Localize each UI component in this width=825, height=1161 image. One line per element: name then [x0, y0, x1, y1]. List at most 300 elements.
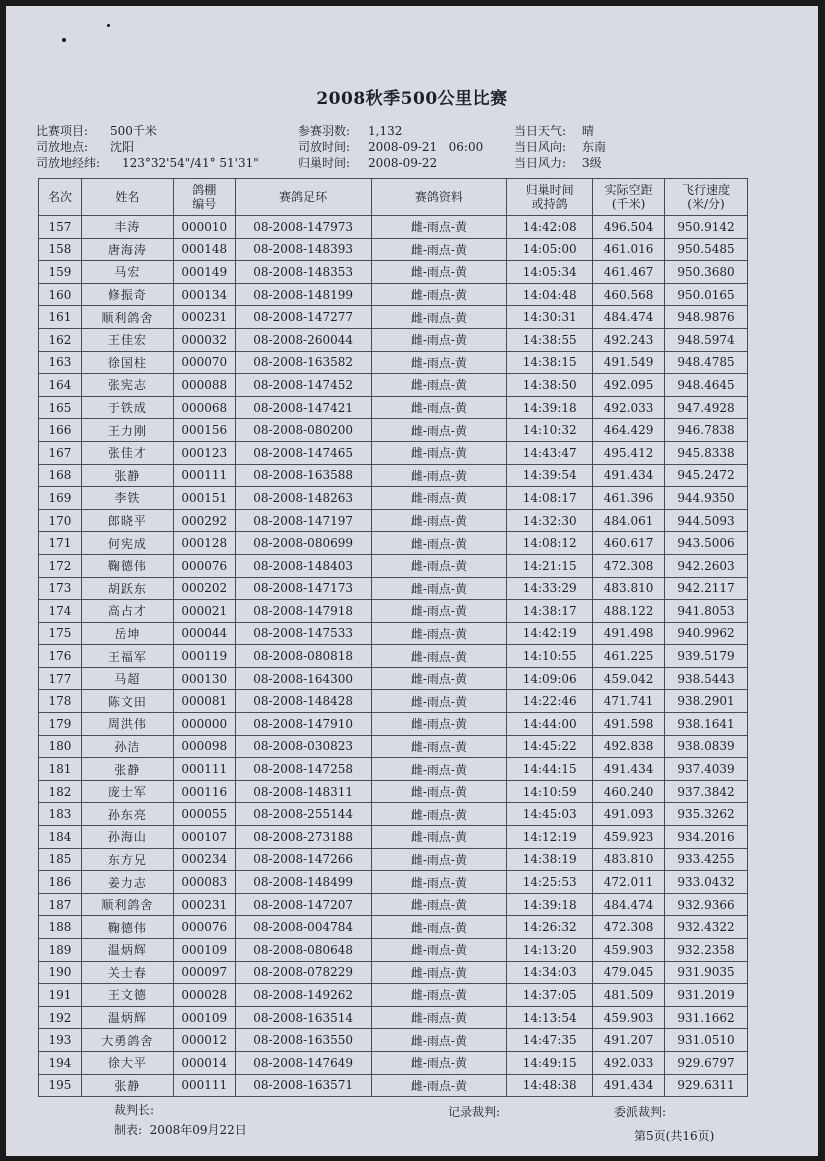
cell-loft: 000081: [173, 690, 235, 713]
cell-name: 岳坤: [81, 622, 173, 645]
cell-distance: 491.598: [593, 713, 665, 736]
cell-distance: 464.429: [593, 419, 665, 442]
cell-distance: 495.412: [593, 441, 665, 464]
cell-time: 14:34:03: [507, 961, 593, 984]
cell-info: 雌-雨点-黄: [371, 780, 507, 803]
table-row: [39, 645, 748, 668]
cell-rank: 167: [39, 441, 82, 464]
table-row: [39, 803, 748, 826]
cell-time: 14:10:59: [507, 780, 593, 803]
cell-info: 雌-雨点-黄: [371, 1051, 507, 1074]
cell-speed: 950.5485: [665, 238, 748, 261]
cell-distance: 472.308: [593, 916, 665, 939]
table-header-row: [39, 179, 748, 216]
cell-ring: 08-2008-078229: [235, 961, 371, 984]
cell-name: 马宏: [81, 261, 173, 284]
cell-time: 14:45:03: [507, 803, 593, 826]
cell-info: 雌-雨点-黄: [371, 306, 507, 329]
cell-ring: 08-2008-147197: [235, 509, 371, 532]
cell-time: 14:05:00: [507, 238, 593, 261]
cell-speed: 931.1662: [665, 1006, 748, 1029]
cell-rank: 164: [39, 374, 82, 397]
cell-distance: 479.045: [593, 961, 665, 984]
cell-speed: 934.2016: [665, 826, 748, 849]
cell-rank: 166: [39, 419, 82, 442]
cell-info: 雌-雨点-黄: [371, 939, 507, 962]
cell-ring: 08-2008-164300: [235, 667, 371, 690]
cell-info: 雌-雨点-黄: [371, 374, 507, 397]
cell-info: 雌-雨点-黄: [371, 464, 507, 487]
cell-name: 王福军: [81, 645, 173, 668]
cell-loft: 000111: [173, 464, 235, 487]
cell-name: 鞠德伟: [81, 916, 173, 939]
cell-time: 14:45:22: [507, 735, 593, 758]
table-row: [39, 893, 748, 916]
cell-rank: 176: [39, 645, 82, 668]
cell-time: 14:43:47: [507, 441, 593, 464]
cell-time: 14:21:15: [507, 554, 593, 577]
table-row: [39, 577, 748, 600]
cell-info: 雌-雨点-黄: [371, 826, 507, 849]
cell-time: 14:38:50: [507, 374, 593, 397]
table-row: [39, 509, 748, 532]
cell-rank: 160: [39, 283, 82, 306]
referee-label: 裁判长:: [114, 1103, 155, 1117]
cell-rank: 174: [39, 600, 82, 623]
cell-ring: 08-2008-163571: [235, 1074, 371, 1097]
table-row: [39, 261, 748, 284]
cell-ring: 08-2008-147918: [235, 600, 371, 623]
table-row: [39, 487, 748, 510]
table-row: [39, 758, 748, 781]
cell-distance: 481.509: [593, 984, 665, 1007]
cell-rank: 169: [39, 487, 82, 510]
cell-ring: 08-2008-255144: [235, 803, 371, 826]
table-row: [39, 283, 748, 306]
cell-loft: 000107: [173, 826, 235, 849]
cell-speed: 935.3262: [665, 803, 748, 826]
cell-distance: 459.903: [593, 939, 665, 962]
cell-name: 张静: [81, 464, 173, 487]
cell-rank: 158: [39, 238, 82, 261]
cell-name: 姜力志: [81, 871, 173, 894]
cell-time: 14:39:18: [507, 893, 593, 916]
cell-time: 14:08:12: [507, 532, 593, 555]
table-row: [39, 216, 748, 239]
cell-distance: 459.903: [593, 1006, 665, 1029]
cell-name: 修振奇: [81, 283, 173, 306]
cell-distance: 491.498: [593, 622, 665, 645]
cell-info: 雌-雨点-黄: [371, 328, 507, 351]
cell-ring: 08-2008-080699: [235, 532, 371, 555]
table-row: [39, 667, 748, 690]
cell-distance: 461.225: [593, 645, 665, 668]
col-ring-header: 赛鸽足环: [235, 179, 371, 216]
cell-speed: 931.9035: [665, 961, 748, 984]
cell-time: 14:44:00: [507, 713, 593, 736]
recorder-label: 记录裁判:: [448, 1105, 501, 1119]
cell-ring: 08-2008-147207: [235, 893, 371, 916]
cell-info: 雌-雨点-黄: [371, 577, 507, 600]
cell-speed: 945.8338: [665, 441, 748, 464]
cell-name: 东方兄: [81, 848, 173, 871]
cell-speed: 942.2603: [665, 554, 748, 577]
cell-distance: 459.042: [593, 667, 665, 690]
cell-info: 雌-雨点-黄: [371, 667, 507, 690]
cell-loft: 000076: [173, 554, 235, 577]
cell-loft: 000012: [173, 1029, 235, 1052]
cell-name: 于铁成: [81, 396, 173, 419]
cell-info: 雌-雨点-黄: [371, 509, 507, 532]
cell-name: 鞠德伟: [81, 554, 173, 577]
cell-distance: 460.240: [593, 780, 665, 803]
cell-ring: 08-2008-148199: [235, 283, 371, 306]
results-table: [38, 178, 748, 1097]
cell-speed: 943.5006: [665, 532, 748, 555]
table-row: [39, 690, 748, 713]
cell-distance: 492.838: [593, 735, 665, 758]
cell-distance: 491.434: [593, 464, 665, 487]
cell-info: 雌-雨点-黄: [371, 893, 507, 916]
cell-speed: 948.5974: [665, 328, 748, 351]
cell-loft: 000000: [173, 713, 235, 736]
cell-ring: 08-2008-163588: [235, 464, 371, 487]
cell-speed: 940.9962: [665, 622, 748, 645]
cell-rank: 171: [39, 532, 82, 555]
cell-speed: 938.2901: [665, 690, 748, 713]
page-title: 2008秋季500公里比赛: [316, 89, 508, 109]
cell-ring: 08-2008-080200: [235, 419, 371, 442]
meta-return-time: 归巢时间: 2008-09-22: [298, 156, 438, 170]
cell-distance: 484.061: [593, 509, 665, 532]
cell-loft: 000119: [173, 645, 235, 668]
cell-loft: 000010: [173, 216, 235, 239]
cell-distance: 491.207: [593, 1029, 665, 1052]
cell-rank: 193: [39, 1029, 82, 1052]
cell-rank: 184: [39, 826, 82, 849]
cell-speed: 948.4645: [665, 374, 748, 397]
cell-distance: 484.474: [593, 893, 665, 916]
cell-name: 陈文田: [81, 690, 173, 713]
cell-loft: 000231: [173, 306, 235, 329]
cell-info: 雌-雨点-黄: [371, 1006, 507, 1029]
cell-distance: 492.033: [593, 396, 665, 419]
dispatch-label: 委派裁判:: [614, 1105, 667, 1119]
cell-time: 14:13:54: [507, 1006, 593, 1029]
cell-name: 周洪伟: [81, 713, 173, 736]
cell-info: 雌-雨点-黄: [371, 1074, 507, 1097]
cell-info: 雌-雨点-黄: [371, 758, 507, 781]
table-row: [39, 554, 748, 577]
cell-ring: 08-2008-147452: [235, 374, 371, 397]
cell-time: 14:32:30: [507, 509, 593, 532]
cell-info: 雌-雨点-黄: [371, 261, 507, 284]
cell-rank: 189: [39, 939, 82, 962]
cell-rank: 175: [39, 622, 82, 645]
table-row: [39, 780, 748, 803]
meta-weather: 当日天气: 晴: [514, 124, 595, 138]
cell-time: 14:26:32: [507, 916, 593, 939]
cell-distance: 460.617: [593, 532, 665, 555]
cell-loft: 000151: [173, 487, 235, 510]
table-row: [39, 600, 748, 623]
speck: [62, 38, 66, 42]
table-row: [39, 1051, 748, 1074]
cell-info: 雌-雨点-黄: [371, 441, 507, 464]
cell-speed: 931.2019: [665, 984, 748, 1007]
table-row: [39, 916, 748, 939]
cell-rank: 178: [39, 690, 82, 713]
cell-time: 14:09:06: [507, 667, 593, 690]
cell-ring: 08-2008-148353: [235, 261, 371, 284]
cell-name: 庞士军: [81, 780, 173, 803]
cell-time: 14:33:29: [507, 577, 593, 600]
cell-loft: 000083: [173, 871, 235, 894]
cell-name: 郎晓平: [81, 509, 173, 532]
table-row: [39, 374, 748, 397]
cell-rank: 187: [39, 893, 82, 916]
cell-name: 高占才: [81, 600, 173, 623]
cell-time: 14:22:46: [507, 690, 593, 713]
cell-name: 马超: [81, 667, 173, 690]
cell-distance: 483.810: [593, 577, 665, 600]
cell-loft: 000231: [173, 893, 235, 916]
cell-speed: 938.0839: [665, 735, 748, 758]
table-row: [39, 848, 748, 871]
cell-distance: 459.923: [593, 826, 665, 849]
table-row: [39, 1029, 748, 1052]
cell-time: 14:10:32: [507, 419, 593, 442]
cell-rank: 185: [39, 848, 82, 871]
cell-ring: 08-2008-147421: [235, 396, 371, 419]
page-number: 第5页(共16页): [634, 1129, 715, 1143]
cell-ring: 08-2008-147973: [235, 216, 371, 239]
col-loft-header: 鸽棚 编号: [173, 179, 235, 216]
cell-speed: 950.3680: [665, 261, 748, 284]
cell-time: 14:13:20: [507, 939, 593, 962]
cell-distance: 461.016: [593, 238, 665, 261]
cell-name: 王文德: [81, 984, 173, 1007]
cell-rank: 195: [39, 1074, 82, 1097]
cell-loft: 000044: [173, 622, 235, 645]
cell-speed: 948.4785: [665, 351, 748, 374]
cell-name: 张佳才: [81, 441, 173, 464]
cell-name: 温炳辉: [81, 1006, 173, 1029]
cell-distance: 461.396: [593, 487, 665, 510]
cell-name: 张静: [81, 758, 173, 781]
cell-time: 14:39:18: [507, 396, 593, 419]
cell-time: 14:42:08: [507, 216, 593, 239]
cell-name: 胡跃东: [81, 577, 173, 600]
table-row: [39, 1006, 748, 1029]
cell-distance: 491.434: [593, 758, 665, 781]
cell-name: 孙东亮: [81, 803, 173, 826]
cell-info: 雌-雨点-黄: [371, 622, 507, 645]
cell-time: 14:08:17: [507, 487, 593, 510]
cell-distance: 484.474: [593, 306, 665, 329]
cell-distance: 491.434: [593, 1074, 665, 1097]
table-row: [39, 961, 748, 984]
cell-loft: 000028: [173, 984, 235, 1007]
cell-ring: 08-2008-148403: [235, 554, 371, 577]
cell-rank: 190: [39, 961, 82, 984]
cell-ring: 08-2008-148428: [235, 690, 371, 713]
cell-ring: 08-2008-147910: [235, 713, 371, 736]
cell-ring: 08-2008-147465: [235, 441, 371, 464]
cell-name: 孙洁: [81, 735, 173, 758]
cell-speed: 944.5093: [665, 509, 748, 532]
cell-name: 李铁: [81, 487, 173, 510]
cell-ring: 08-2008-147277: [235, 306, 371, 329]
table-row: [39, 464, 748, 487]
cell-loft: 000055: [173, 803, 235, 826]
cell-info: 雌-雨点-黄: [371, 645, 507, 668]
cell-rank: 194: [39, 1051, 82, 1074]
cell-ring: 08-2008-149262: [235, 984, 371, 1007]
cell-time: 14:25:53: [507, 871, 593, 894]
meta-release-time: 司放时间: 2008-09-21 06:00: [298, 140, 484, 154]
cell-loft: 000148: [173, 238, 235, 261]
cell-rank: 191: [39, 984, 82, 1007]
cell-name: 王佳宏: [81, 328, 173, 351]
cell-name: 顺利鸽舍: [81, 893, 173, 916]
cell-ring: 08-2008-273188: [235, 826, 371, 849]
cell-speed: 929.6797: [665, 1051, 748, 1074]
cell-rank: 163: [39, 351, 82, 374]
cell-loft: 000123: [173, 441, 235, 464]
cell-rank: 157: [39, 216, 82, 239]
cell-speed: 933.4255: [665, 848, 748, 871]
cell-rank: 177: [39, 667, 82, 690]
cell-rank: 170: [39, 509, 82, 532]
cell-ring: 08-2008-030823: [235, 735, 371, 758]
cell-rank: 159: [39, 261, 82, 284]
cell-time: 14:49:15: [507, 1051, 593, 1074]
cell-rank: 172: [39, 554, 82, 577]
table-row: [39, 396, 748, 419]
meta-release-place: 司放地点: 沈阳: [36, 140, 135, 154]
cell-speed: 932.4322: [665, 916, 748, 939]
cell-loft: 000130: [173, 667, 235, 690]
cell-loft: 000097: [173, 961, 235, 984]
cell-rank: 179: [39, 713, 82, 736]
cell-time: 14:05:34: [507, 261, 593, 284]
cell-info: 雌-雨点-黄: [371, 487, 507, 510]
cell-info: 雌-雨点-黄: [371, 1029, 507, 1052]
cell-distance: 460.568: [593, 283, 665, 306]
cell-speed: 939.5179: [665, 645, 748, 668]
cell-speed: 948.9876: [665, 306, 748, 329]
cell-speed: 937.3842: [665, 780, 748, 803]
cell-ring: 08-2008-080818: [235, 645, 371, 668]
cell-distance: 492.243: [593, 328, 665, 351]
cell-time: 14:12:19: [507, 826, 593, 849]
cell-name: 张宪志: [81, 374, 173, 397]
cell-speed: 937.4039: [665, 758, 748, 781]
cell-time: 14:38:15: [507, 351, 593, 374]
table-row: [39, 328, 748, 351]
cell-speed: 931.0510: [665, 1029, 748, 1052]
cell-loft: 000021: [173, 600, 235, 623]
meta-project: 比赛项目: 500千米: [36, 124, 157, 138]
cell-time: 14:38:55: [507, 328, 593, 351]
col-info-header: 赛鸽资料: [371, 179, 507, 216]
cell-loft: 000116: [173, 780, 235, 803]
cell-loft: 000098: [173, 735, 235, 758]
cell-loft: 000109: [173, 1006, 235, 1029]
cell-info: 雌-雨点-黄: [371, 351, 507, 374]
cell-name: 顺利鸽舍: [81, 306, 173, 329]
cell-time: 14:47:35: [507, 1029, 593, 1052]
cell-loft: 000202: [173, 577, 235, 600]
cell-info: 雌-雨点-黄: [371, 419, 507, 442]
cell-rank: 182: [39, 780, 82, 803]
cell-ring: 08-2008-148311: [235, 780, 371, 803]
cell-time: 14:48:38: [507, 1074, 593, 1097]
cell-loft: 000109: [173, 939, 235, 962]
table-row: [39, 532, 748, 555]
cell-info: 雌-雨点-黄: [371, 216, 507, 239]
cell-ring: 08-2008-147173: [235, 577, 371, 600]
cell-time: 14:38:17: [507, 600, 593, 623]
cell-loft: 000128: [173, 532, 235, 555]
cell-ring: 08-2008-260044: [235, 328, 371, 351]
cell-rank: 188: [39, 916, 82, 939]
cell-name: 徐大平: [81, 1051, 173, 1074]
cell-loft: 000234: [173, 848, 235, 871]
cell-time: 14:37:05: [507, 984, 593, 1007]
col-distance-header: 实际空距 (千米): [593, 179, 665, 216]
cell-speed: 946.7838: [665, 419, 748, 442]
meta-entries: 参赛羽数: 1,132: [298, 124, 403, 138]
cell-ring: 08-2008-147649: [235, 1051, 371, 1074]
prepared-date: 制表: 2008年09月22日: [114, 1123, 247, 1137]
cell-time: 14:44:15: [507, 758, 593, 781]
cell-loft: 000088: [173, 374, 235, 397]
cell-speed: 941.8053: [665, 600, 748, 623]
cell-loft: 000032: [173, 328, 235, 351]
cell-loft: 000111: [173, 758, 235, 781]
cell-rank: 168: [39, 464, 82, 487]
cell-loft: 000070: [173, 351, 235, 374]
cell-info: 雌-雨点-黄: [371, 600, 507, 623]
cell-distance: 492.095: [593, 374, 665, 397]
col-speed-header: 飞行速度 (米/分): [665, 179, 748, 216]
meta-wind-direction: 当日风向: 东南: [514, 140, 607, 154]
col-time-header: 归巢时间 或持鸽: [507, 179, 593, 216]
cell-speed: 929.6311: [665, 1074, 748, 1097]
cell-rank: 165: [39, 396, 82, 419]
cell-info: 雌-雨点-黄: [371, 554, 507, 577]
cell-ring: 08-2008-148393: [235, 238, 371, 261]
table-row: [39, 441, 748, 464]
cell-speed: 942.2117: [665, 577, 748, 600]
cell-distance: 471.741: [593, 690, 665, 713]
col-name-header: 姓名: [81, 179, 173, 216]
cell-name: 张静: [81, 1074, 173, 1097]
cell-name: 何宪成: [81, 532, 173, 555]
table-row: [39, 1074, 748, 1097]
cell-ring: 08-2008-163550: [235, 1029, 371, 1052]
cell-info: 雌-雨点-黄: [371, 735, 507, 758]
cell-ring: 08-2008-148263: [235, 487, 371, 510]
speck: [107, 24, 110, 27]
cell-distance: 496.504: [593, 216, 665, 239]
cell-info: 雌-雨点-黄: [371, 532, 507, 555]
cell-rank: 162: [39, 328, 82, 351]
cell-ring: 08-2008-163514: [235, 1006, 371, 1029]
cell-rank: 180: [39, 735, 82, 758]
